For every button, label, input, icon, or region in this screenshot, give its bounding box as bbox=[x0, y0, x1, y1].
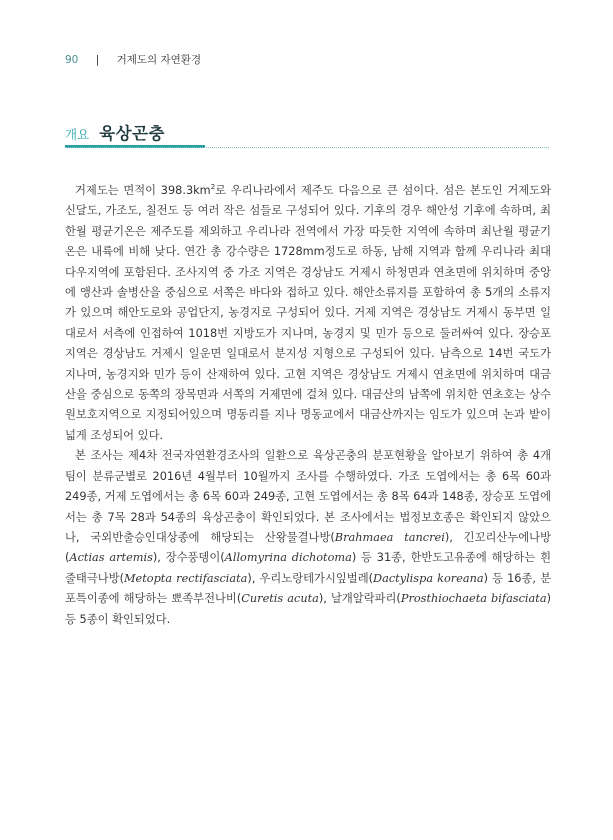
running-header bbox=[65, 52, 201, 67]
species-name: Dactylispa koreana bbox=[373, 571, 484, 585]
species-name: Metopta rectifasciata bbox=[123, 571, 248, 585]
title-divider bbox=[65, 147, 549, 148]
species-name: Curetis acuta bbox=[241, 592, 319, 606]
section-title-row bbox=[65, 120, 165, 144]
paragraph-1: 거제도는 면적이 $398.3km^2$로 우리나라에서 제주도 다음으로 큰 섬이다. 섬은 본도인 거제도와 신달도, 가조도, 칠전도 등 여러 작은 섬들로 구성되어 있다. 기후의 경우 해안성 기후에 속하며, 최한월 평균기온은 제주도를 제외하고 우리나라 전역에서 가장 따듯한 지역에 속하며 최난월 평균기온은 내륙에 비해 낮다. 연간 총 강수량은 1728mm정도로 하동, 남해 지역과 함께 우리나라 최대 다우지역에 포함된다. 조사지역 중 가조 지역은 경상남도 거제시 하청면과 연초면에 위치하며 중앙에 앵산과 솔병산을 중심으로 서쪽은 바다와 접하고 있다. 해안소류지를 포함하여 총 5개의 소류지가 있으며 해안도로와 공업단지, 농경지로 구성되어 있다. 거제 지역은 경상남도 거제시 동부면 일대로서 서측에 인접하여 1018번 지방도가 지나며, 농경지 및 민가 등으로 둘러싸여 있다. 장승포 지역은 경상남도 거제시 일운면 일대로서 분지성 지형으로 구성되어 있다. 남측으로 14번 국도가 지나며, 농경지와 민가 등이 산재하여 있다. 고현 지역은 경상남도 거제시 연초면에 위치하며 대금산을 중심으로 동쪽의 장목면과 서쪽의 거제면에 걸쳐 있다. 대금산의 남쪽에 위치한 연초호는 상수원보호지역으로 지정되어있으며 명동리를 지나 명동교에서 대금산까지는 임도가 있으며 논과 밭이 넓게 조성되어 있다. bbox=[65, 183, 551, 442]
page-number: 90 bbox=[65, 54, 79, 66]
body-text bbox=[65, 181, 551, 630]
paragraph-2: 본 조사는 제4차 전국자연환경조사의 일환으로 육상곤충의 분포현황을 알아보기 위하여 총 4개 팀이 분류군별로 2016년 4월부터 10월까지 조사를 수행하였다. 가조 도엽에서는 총 6목 60과 249종, 거제 도엽에서는 총 6목 60과 249종, 고현 도엽에서는 총 8목 64과 148종, 장승포 도엽에서는 총 7목 28과 54종의 육상곤충이 확인되었다. 본 조사에서는 법정보호종은 확인되지 않았으나, 국외반출승인대상종에 해당되는 산왕물결나방(Brahmaea tancrei), 긴꼬리산누에나방(Actias artemis), 장수풍뎅이(Allomyrina dichotoma) 등 31종, 한반도고유종에 해당하는 흰줄태극나방(Metopta rectifasciata), 우리노랑테가시잎벌레(Dactylispa koreana) 등 16종, 분포특이종에 해당하는 뾰족부전나비(Curetis acuta), 날개알락파리(Prosthiochaeta bifasciata) 등 5종이 확인되었다. bbox=[65, 449, 552, 626]
section-tag: 개요 bbox=[65, 127, 90, 142]
species-name: Brahmaea tancrei bbox=[334, 530, 445, 544]
header-separator: | bbox=[95, 54, 100, 66]
species-name: Allomyrina dichotoma bbox=[224, 551, 352, 565]
species-name: Actias artemis bbox=[69, 551, 153, 565]
section-title: 육상곤충 bbox=[99, 124, 165, 143]
species-name: Prosthiochaeta bifasciata bbox=[400, 592, 547, 606]
running-section-title: 거제도의 자연환경 bbox=[116, 54, 202, 66]
